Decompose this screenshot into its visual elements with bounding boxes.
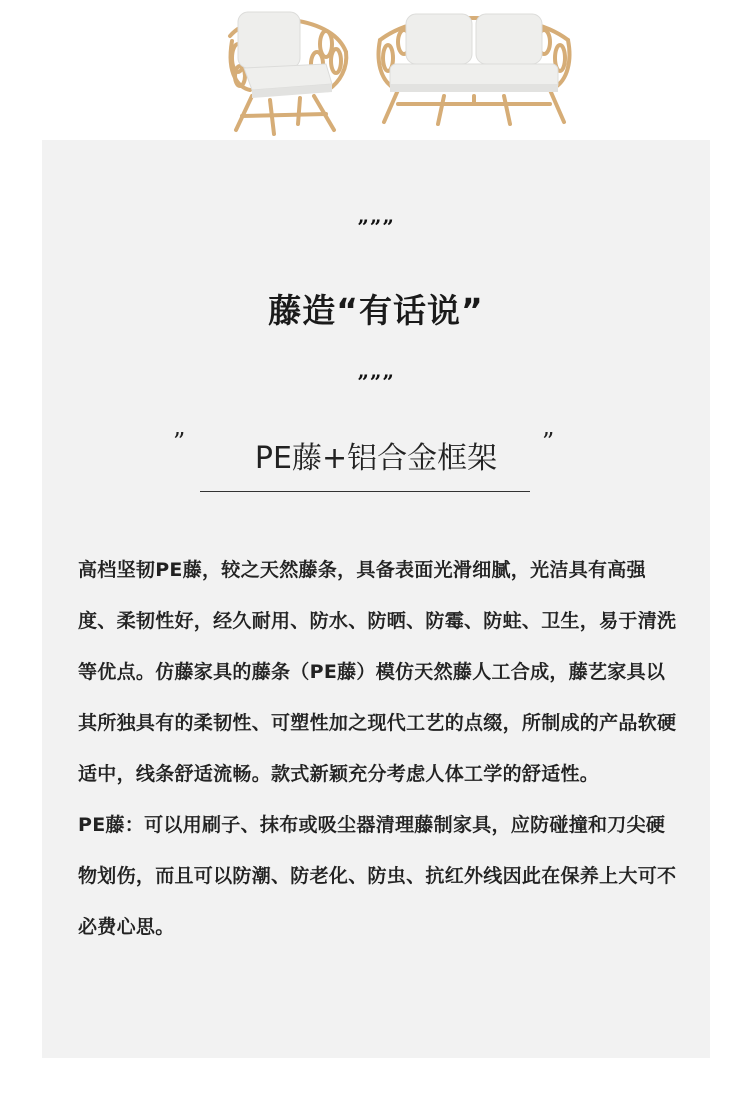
decorative-quote-bottom: ””” — [357, 370, 395, 394]
description-text — [78, 545, 678, 953]
description-paragraph-2: PE藤：可以用刷子、抹布或吸尘器清理藤制家具，应防碰撞和刀尖硬物划伤，而且可以防潮、防老化、防虫、抗红外线因此在保养上大可不必费心思。 — [78, 814, 677, 938]
subtitle-close-quote: ” — [542, 428, 555, 456]
subtitle-open-quote: ” — [173, 428, 186, 456]
subtitle-row — [42, 428, 710, 488]
rattan-armchair-image — [222, 6, 352, 136]
rattan-sofa-image — [374, 10, 574, 128]
section-headline: 藤造“有话说” — [268, 291, 484, 330]
subtitle-underline — [200, 491, 530, 492]
product-hero — [0, 0, 750, 140]
material-subtitle: PE藤+铝合金框架 — [254, 441, 498, 476]
content-panel — [42, 140, 710, 1058]
decorative-quote-top: ””” — [357, 215, 395, 239]
description-paragraph-1: 高档坚韧PE藤，较之天然藤条，具备表面光滑细腻，光洁具有高强度、柔韧性好，经久耐用、防水、防晒、防霉、防蛀、卫生，易于清洗等优点。仿藤家具的藤条（PE藤）模仿天然藤人工合成，藤艺家具以其所独具有的柔韧性、可塑性加之现代工艺的点缀，所制成的产品软硬适中，线条舒适流畅。款式新颖充分考虑人体工学的舒适性。 — [78, 559, 677, 785]
